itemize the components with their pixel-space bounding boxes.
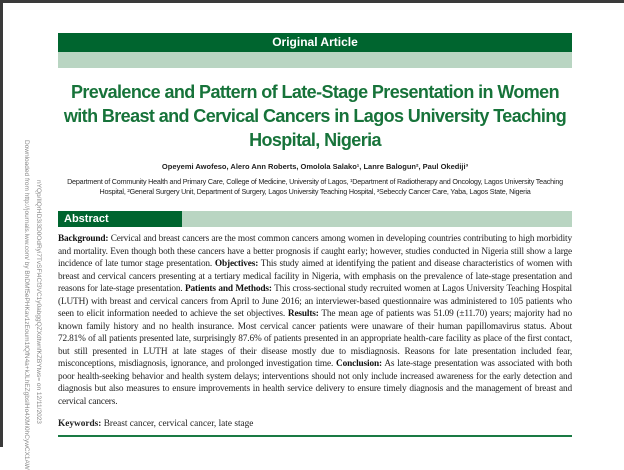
abstract-body	[58, 233, 572, 408]
section-text: Cervical and breast cancers are the most common cancers among women in developing countries contributing to high morbidity and mortality. Even though both these cancers have a better prognosis if caught early; however, studies conducted in Nigeria still show a large incidence of late tumor stage presentation.	[58, 234, 572, 269]
article-type-banner: Original Article	[58, 33, 572, 52]
watermark-line-2: nYQp/IlQrHD3i3D0OdRyi7TvSFl4Cf3VC1y0abggQZXdtwnfKZBYtws= on 12/11/2023	[35, 180, 42, 424]
section-text: As late-stage presentation was associated with both poor health-seeking behavior and health system delays; interventions should not only include increased awareness for the early detection and diagnosis but also measures to ensure improvements in health service delivery to ensure timely diagnosis and the management of breast and cervical cancers.	[58, 359, 572, 407]
affiliation-line: Department of Community Health and Primary Care, College of Medicine, University of Lagos, ¹Department of Radiotherapy and Oncology, Lagos University Teaching	[67, 177, 563, 186]
affiliations	[58, 177, 572, 197]
window-left-edge	[0, 0, 3, 447]
section-label: Objectives:	[214, 259, 259, 269]
title-line: with Breast and Cervical Cancers in Lagos University Teaching	[63, 106, 567, 126]
abstract-heading: Abstract	[58, 211, 182, 227]
keywords-label: Keywords:	[58, 419, 102, 429]
keywords-text: Breast cancer, cervical cancer, late stage	[101, 419, 254, 429]
section-label: Conclusion:	[336, 359, 382, 369]
article-title	[58, 80, 572, 152]
section-text: This study aimed at identifying the patient and disease characteristics of women with breast and cervical cancers presenting at a tertiary medical facility in Nigeria, with emphasis on the prevalence of late-stage presentation and reasons for late-stage presentation.	[58, 259, 572, 294]
section-text: This cross-sectional study recruited women at Lagos University Teaching Hospital (LUTH) with breast and cervical cancers from April to June 2016; an interviewer-based questionnaire was administered to 105 patients who seen to elicit information needed to achieve the set objectives.	[58, 284, 572, 319]
keywords	[58, 418, 572, 430]
section-text: The mean age of patients was 51.09 (±11.70) years; majority had no known family history and no health insurance. Most cervical cancer patients were unaware of their human papillomavirus status. About 72.81% of all patients presented late, surprisingly 87.6% of patients presented in an appropriate health-care facility as place of the first contact, but still presented in LUTH at late stages of their disease mostly due to misdiagnosis. Reasons for late presentation included fear, misconceptions, misdiagnosis, ignorance, and prolonged investigation time.	[58, 309, 572, 369]
affiliation-line: Hospital, ²General Surgery Unit, Department of Surgery, Lagos University Teaching Hospital, ³Sebeccly Cancer Care, Yaba, Lagos State, Nigeria	[99, 187, 531, 196]
banner-underlay	[58, 52, 572, 68]
watermark-line-1: Downloaded from http://journals.lww.com/ by BhDMf5ePHKav1zEoum1tQfN4a+kJLhEZgbsIHo4XMi0hCywCX1AW	[23, 140, 30, 470]
section-label: Patients and Methods:	[185, 284, 272, 294]
page-column	[58, 0, 572, 447]
abstract-heading-bar	[182, 211, 572, 227]
divider	[58, 435, 572, 437]
section-label: Background:	[58, 234, 109, 244]
abstract-heading-row	[58, 211, 572, 227]
title-line: Hospital, Nigeria	[249, 130, 381, 150]
title-line: Prevalence and Pattern of Late-Stage Presentation in Women	[70, 82, 559, 102]
author-list: Opeyemi Awofeso, Alero Ann Roberts, Omolola Salako¹, Lanre Balogun², Paul Okediji³	[161, 162, 469, 171]
section-label: Results:	[287, 309, 319, 319]
